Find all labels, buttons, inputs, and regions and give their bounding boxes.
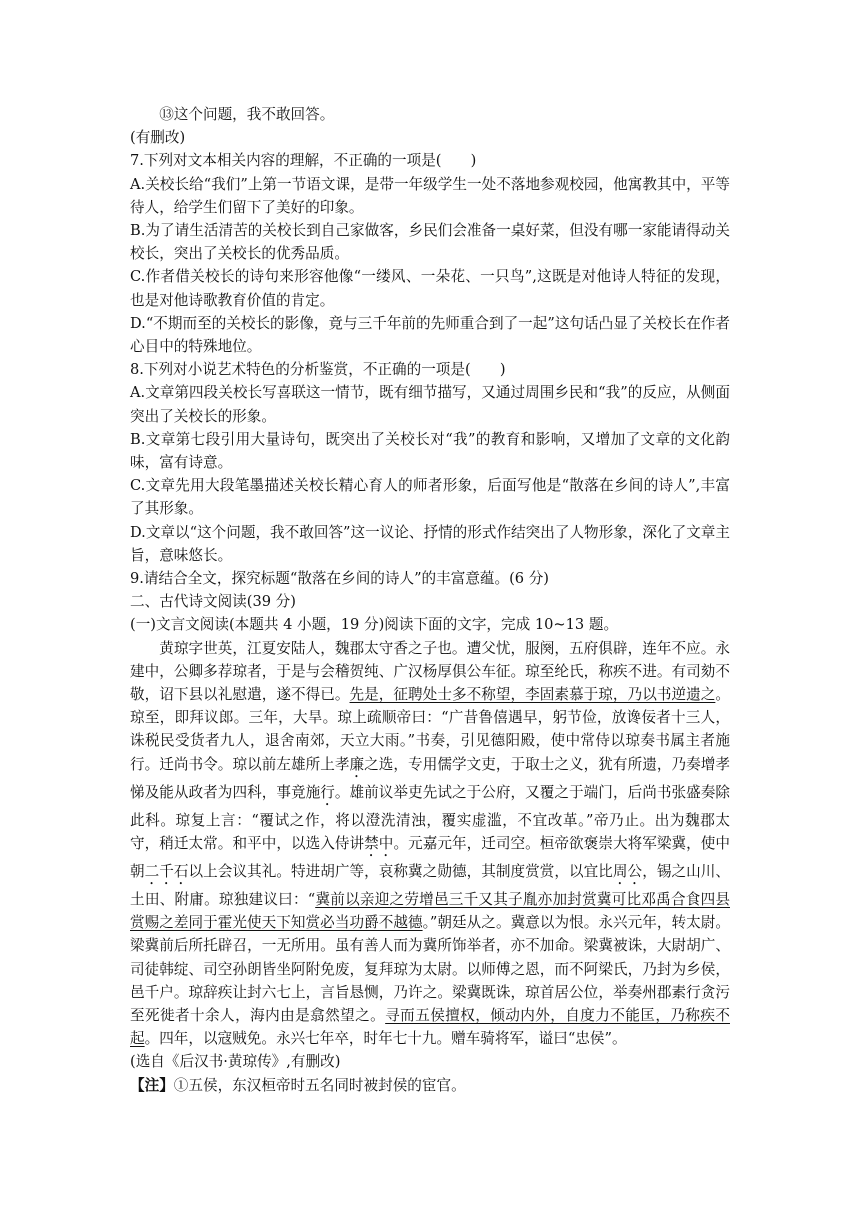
passage-text: 。”朝廷从之。冀意以为恨。永兴元年，转太尉。梁冀前后所托辟召，一无所用。虽有善人而为冀所饰举者，亦不加命。梁冀被诛，大尉胡广、司徒韩绽、司空孙朗皆坐阿附免废，复拜琼为太尉。以师傅之恩，而不阿梁氏，乃封为乡侯，邑千户。琼辞疾让封六七上，言旨恳恻，乃许之。梁冀既诛，琼首居公位，举奏州郡素行贪污至死徙者十余人，海内由是翕然望之。: [130, 914, 730, 1024]
dotted-word: 廉: [349, 755, 365, 773]
passage-text: 。雄前议举吏先试之于公府，又覆之于端门，后尚书张盛奏除此科。琼复上言：“覆试之作，将以澄洗清浊，覆实虚滥，不宜改革。”帝乃止。出为魏郡太守，稍迁太常。和平中，以选入侍讲: [130, 783, 730, 852]
annotation-label: 【注】: [130, 1076, 174, 1094]
annotation-text: ①五侯，东汉桓帝时五名同时被封侯的宦官。: [173, 1076, 466, 1094]
section-heading: 二、古代诗文阅读(39 分): [130, 593, 296, 611]
passage-source: (选自《后汉书·黄琼传》,有删改): [130, 1053, 341, 1071]
dotted-word: 周公: [612, 862, 643, 880]
question-7-option-c: C.作者借关校长的诗句来形容他像“一缕风、一朵花、一只鸟”,这既是对他诗人特征的发现，也是对他诗歌教育价值的肯定。: [130, 268, 730, 309]
document-body: [130, 103, 730, 1097]
question-9: 9.请结合全文，探究标题“散落在乡间的诗人”的丰富意蕴。(6 分): [130, 570, 550, 588]
passage-text: 。四年，以寇贼免。永兴七年卒，时年七十九。赠车骑将军，谥曰“忠侯”。: [144, 1030, 627, 1048]
classical-passage: [130, 637, 730, 1051]
story-source-note: (有删改): [130, 129, 186, 147]
question-7-option-b: B.为了请生活清苦的关校长到自己家做客，乡民们会准备一桌好菜，但没有哪一家能请得动关校长，突出了关校长的优秀品质。: [130, 222, 730, 263]
question-7-option-d: D.“不期而至的关校长的影像，竟与三千年前的先师重合到了一起”这句话凸显了关校长在作者心目中的特殊地位。: [130, 314, 730, 356]
passage-text: ，锡之山川、土田、附庸。琼独建议曰：“: [130, 862, 730, 908]
question-7-stem: 7.下列对文本相关内容的理解，不正确的一项是( ): [130, 152, 477, 170]
subsection-heading: (一)文言文阅读(本题共 4 小题，19 分)阅读下面的文字，完成 10~13 题。: [130, 616, 619, 634]
question-8-option-b: B.文章第七段引用大量诗句，既突出了关校长对“我”的教育和影响，又增加了文章的文化韵味，富有诗意。: [130, 430, 730, 472]
passage-text: 以上会议其礼。特进胡广等，哀称冀之勋德，其制度赏赏，以宜比: [188, 862, 613, 880]
question-8-option-c: C.文章先用大段笔墨描述关校长精心育人的师者形象，后面写他是“散落在乡间的诗人”,丰富了其形象。: [130, 477, 730, 518]
question-8-option-d: D.文章以“这个问题，我不敢回答”这一议论、抒情的形式作结突出了人物形象，深化了文章主旨，意味悠长。: [130, 523, 730, 564]
annotation: [130, 1074, 730, 1097]
question-8-stem: 8.下列对小说艺术特色的分析鉴赏，不正确的一项是( ): [130, 361, 506, 379]
question-8-option-a: A.文章第四段关校长写喜联这一情节，既有细节描写，又通过周围乡民和“我”的反应，从侧面突出了关校长的形象。: [130, 384, 730, 425]
underlined-sentence-1: 先是，征聘处士多不称望，李固素慕于琼，乃以书逆遗之: [349, 686, 716, 704]
underlined-sentence-3: 寻而五侯擅权，倾动内外，自度力不能匡，乃称疾不起: [130, 1006, 730, 1048]
story-last-paragraph: ⑬这个问题，我不敢回答。: [159, 106, 335, 123]
underlined-sentence-2: 冀前以亲迎之劳增邑三千又其子胤亦加封赏冀可比邓禹合食四县赏赐之差同于霍光使天下知赏必当功爵不越德: [130, 890, 730, 932]
dotted-word: 行: [320, 783, 335, 801]
passage-text: 黄琼字世英，江夏安陆人，魏郡太守香之子也。遭父忧，服阕，五府俱辟，连年不应。永建中，公卿多荐琼者，于是与会稽贺纯、广汉杨厚俱公车征。琼至纶氏，称疾不进。有司劾不敬，诏下县以礼慰遣，遂不得已。: [130, 639, 730, 704]
dotted-word: 禁中: [364, 834, 394, 852]
dotted-word: 二千石: [144, 862, 189, 880]
passage-text: 。琼至，即拜议郎。三年，大旱。琼上疏顺帝曰：“广昔鲁僖遇早，躬节俭，放谗佞者十三人，诛税民受货者九人，退舍南郊，天立大雨。”书奏，引见德阳殿，使中常侍以琼奏书属主者施行。迁尚书令。琼以前左雄所上孝: [130, 686, 730, 773]
passage-text: 。元嘉元年，迁司空。桓帝欲褒崇大将军梁冀，使中朝: [130, 834, 730, 880]
passage-text: 之选，专用儒学文吏，于取士之义，犹有所遗，乃奏增孝悌及能从政者为四科，事竟施: [130, 755, 730, 801]
question-7-option-a: A.关校长给“我们”上第一节语文课，是带一年级学生一处不落地参观校园，他寓教其中，平等待人，给学生们留下了美好的印象。: [130, 175, 730, 216]
